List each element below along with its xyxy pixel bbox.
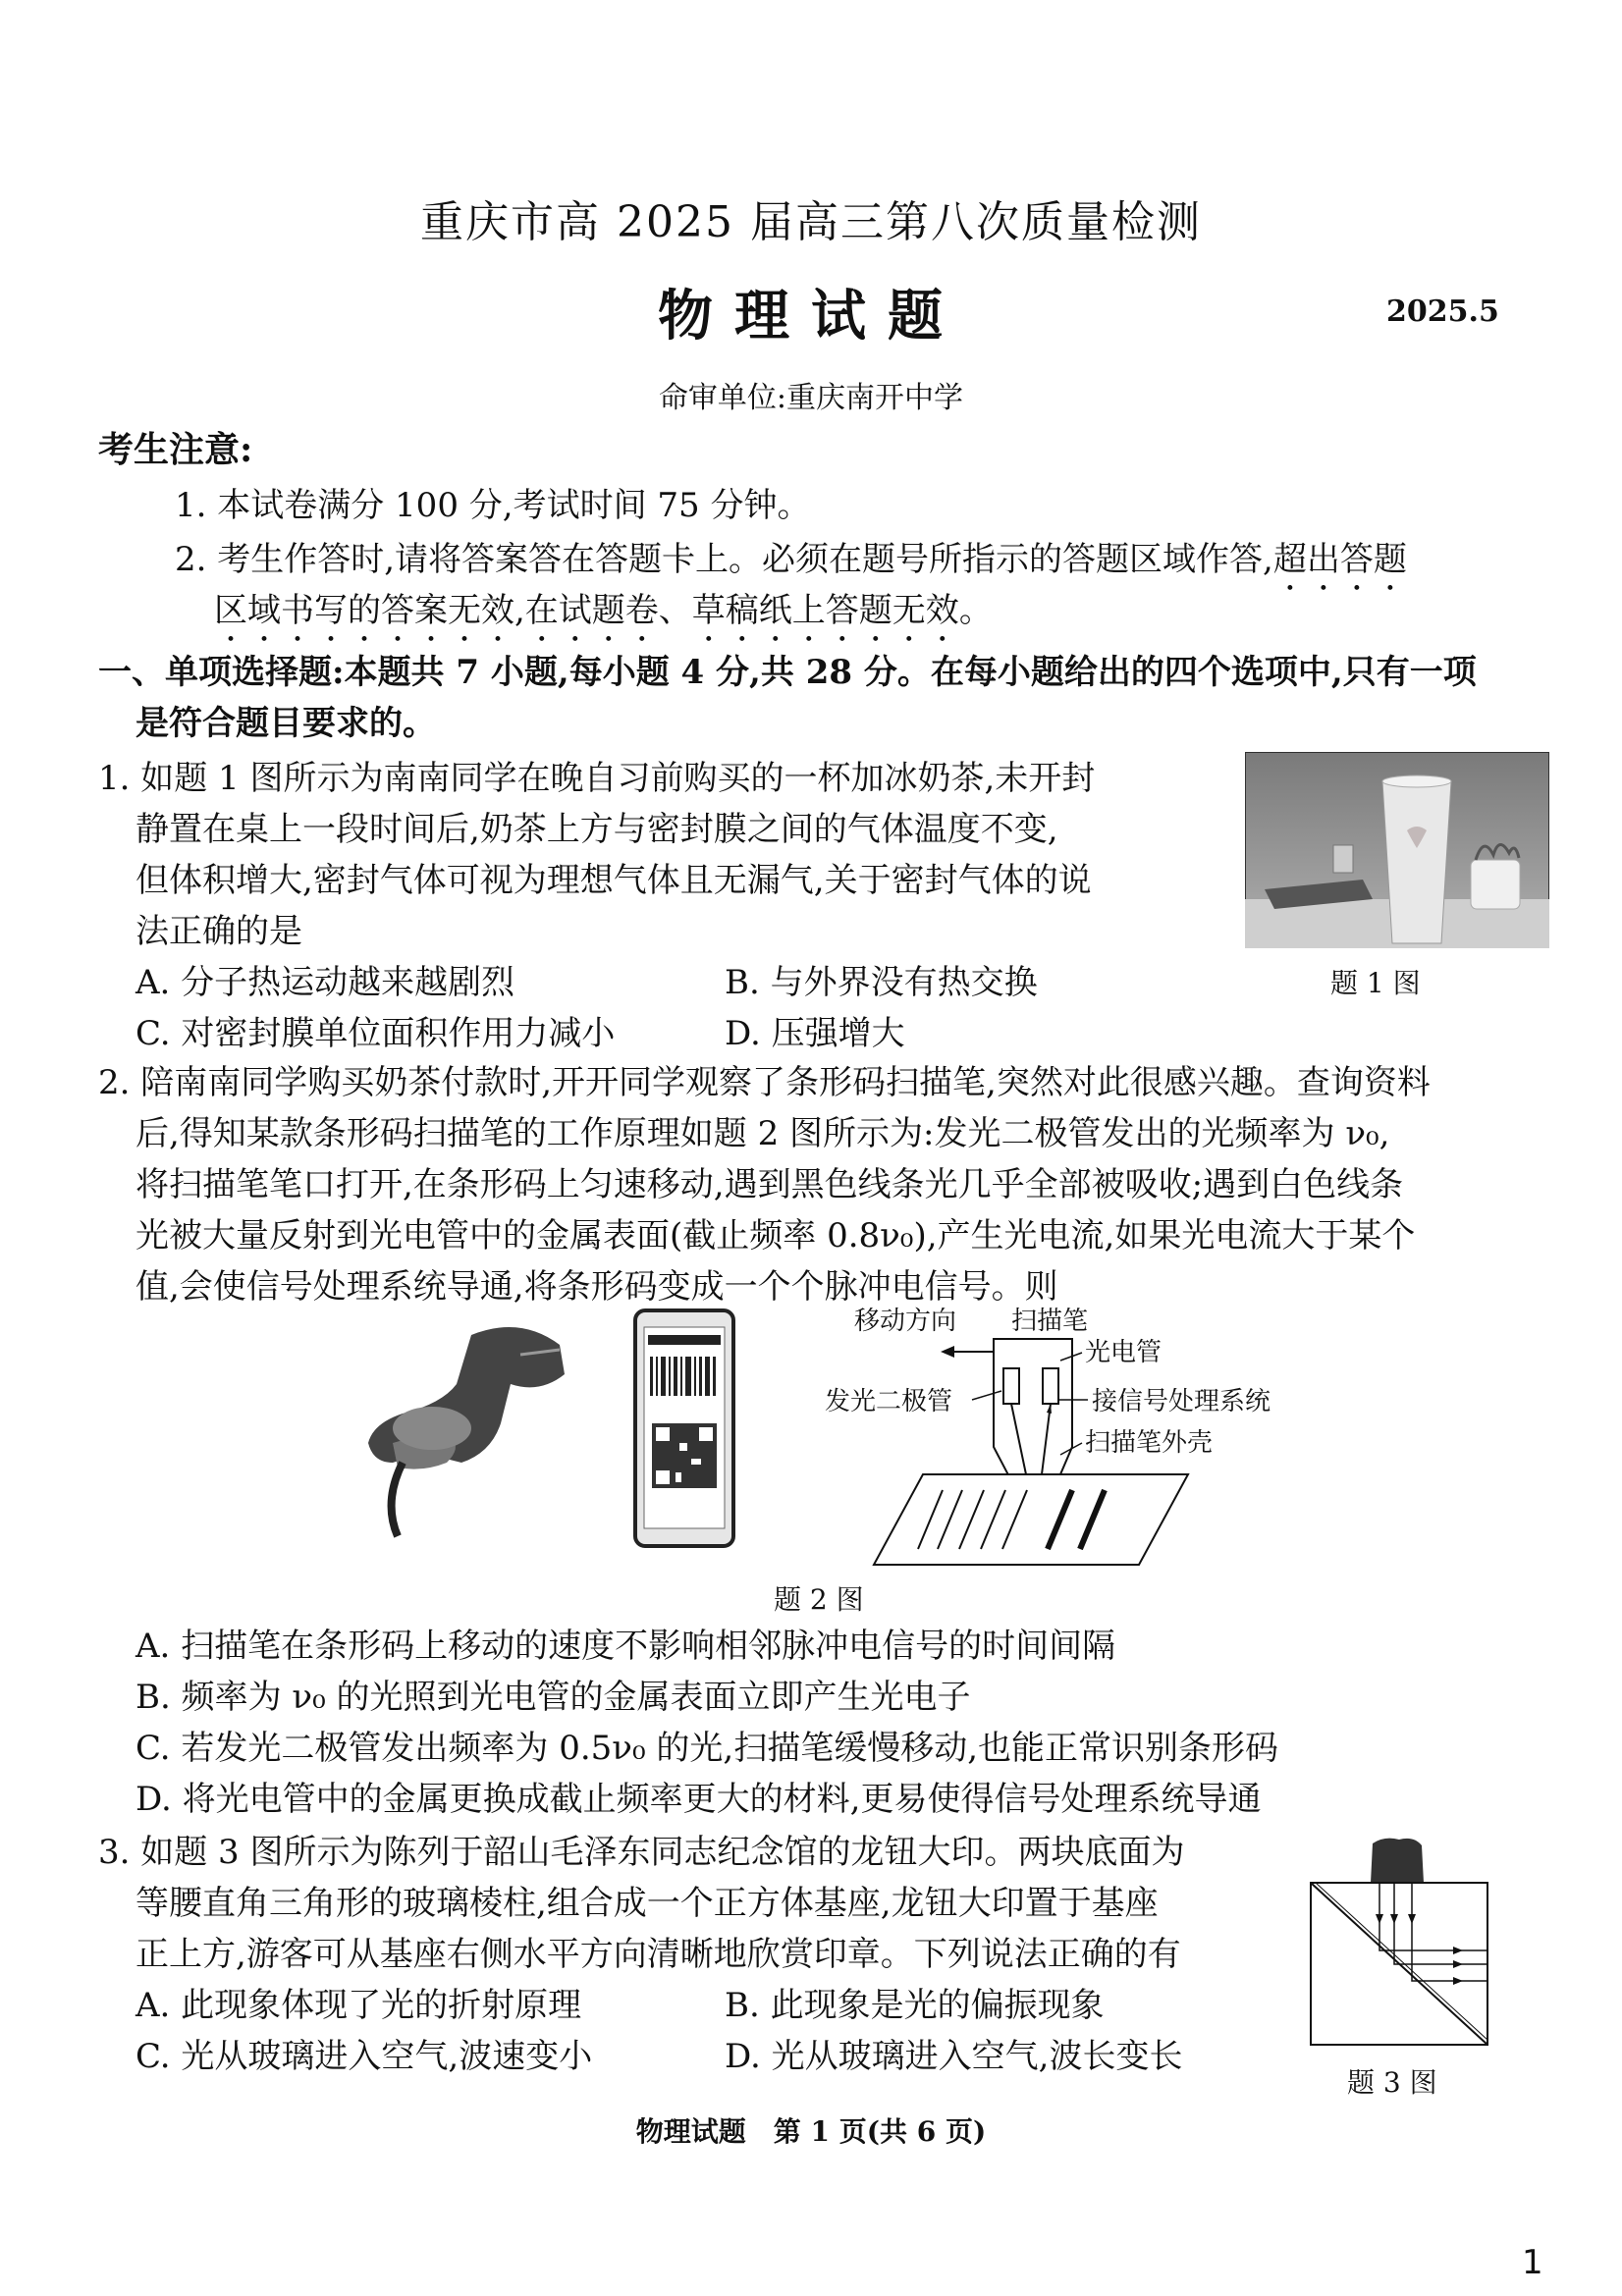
q1-stem-line4: 法正确的是 [135, 912, 302, 951]
label-phototube: 光电管 [1085, 1338, 1162, 1367]
notice-item-2-end: 。 [958, 591, 993, 630]
q1-stem-line2: 静置在桌上一段时间后,奶茶上方与密封膜之间的气体温度不变, [135, 810, 1058, 849]
led-component [1003, 1368, 1019, 1404]
label-move-direction: 移动方向 [854, 1307, 957, 1336]
notice-item-2-line2 [214, 586, 993, 650]
q3-option-b: B. 此现象是光的偏振现象 [725, 1986, 1105, 2025]
page-number: 1 [1522, 2243, 1543, 2282]
q2-stem-line4: 光被大量反射到光电管中的金属表面(截止频率 0.8ν₀),产生光电流,如果光电流大于某个 [135, 1216, 1416, 1255]
q2-stem-line3: 将扫描笔笔口打开,在条形码上匀速移动,遇到黑色线条光几乎全部被吸收;遇到白色线条 [135, 1165, 1404, 1204]
notice-item-2-emphasis: 超出答题 [1272, 540, 1407, 579]
subject-title: 物理试题 [658, 284, 964, 348]
q1-option-b: B. 与外界没有热交换 [725, 963, 1038, 1002]
label-scan-pen: 扫描笔 [1011, 1307, 1089, 1336]
q3-option-a: A. 此现象体现了光的折射原理 [135, 1986, 582, 2025]
q1-photo-milk-tea [1245, 752, 1549, 948]
exam-title: 重庆市高 2025 届高三第八次质量检测 [420, 197, 1202, 247]
notice-item-2-emphasis-2: 区域书写的答案无效,在试题卷、草稿纸上答题无效 [214, 591, 959, 630]
q1-figure-caption: 题 1 图 [1330, 967, 1421, 999]
notice-heading: 考生注意: [98, 429, 253, 470]
q3-option-c: C. 光从玻璃进入空气,波速变小 [135, 2037, 593, 2076]
q1-stem-line3: 但体积增大,密封气体可视为理想气体且无漏气,关于密封气体的说 [135, 861, 1092, 900]
q3-stem-line2: 等腰直角三角形的玻璃棱柱,组合成一个正方体基座,龙钮大印置于基座 [135, 1884, 1159, 1923]
notice-item-1: 1. 本试卷满分 100 分,考试时间 75 分钟。 [175, 486, 811, 525]
leader-led [972, 1391, 1001, 1400]
q2-stem-line1: 2. 陪南南同学购买奶茶付款时,开开同学观察了条形码扫描笔,突然对此很感兴趣。查询资料 [98, 1063, 1431, 1102]
q2-phone-barcode-image [630, 1306, 738, 1551]
q3-stem-line3: 正上方,游客可从基座右侧水平方向清晰地欣赏印章。下列说法正确的有 [135, 1935, 1181, 1974]
arrow-head [941, 1346, 954, 1358]
phototube-component [1043, 1368, 1058, 1404]
dragon-seal [1371, 1839, 1424, 1883]
q1-stem-line1: 1. 如题 1 图所示为南南同学在晚自习前购买的一杯加冰奶茶,未开封 [98, 759, 1096, 798]
q2-stem-line2: 后,得知某款条形码扫描笔的工作原理如题 2 图所示为:发光二极管发出的光频率为 ν₀, [135, 1114, 1390, 1153]
q3-option-d: D. 光从玻璃进入空气,波长变长 [725, 2037, 1183, 2076]
q3-figure-caption: 题 3 图 [1347, 2066, 1437, 2099]
q2-option-d: D. 将光电管中的金属更换成截止频率更大的材料,更易使得信号处理系统导通 [135, 1780, 1262, 1819]
q1-option-a: A. 分子热运动越来越剧烈 [135, 963, 515, 1002]
q2-option-a: A. 扫描笔在条形码上移动的速度不影响相邻脉冲电信号的时间间隔 [135, 1627, 1116, 1666]
section1-line2: 是符合题目要求的。 [135, 704, 436, 743]
notice-item-2-text: 2. 考生作答时,请将答案答在答题卡上。必须在题号所指示的答题区域作答, [175, 540, 1273, 579]
q2-option-c: C. 若发光二极管发出频率为 0.5ν₀ 的光,扫描笔缓慢移动,也能正常识别条形码 [135, 1729, 1279, 1768]
q2-figure-caption: 题 2 图 [774, 1583, 864, 1616]
label-signal-system: 接信号处理系统 [1092, 1387, 1271, 1416]
q3-stem-line1: 3. 如题 3 图所示为陈列于韶山毛泽东同志纪念馆的龙钮大印。两块底面为 [98, 1833, 1185, 1872]
q1-option-d: D. 压强增大 [725, 1014, 905, 1053]
q2-scanner-gun-image [363, 1315, 579, 1541]
barcode-surface [874, 1474, 1188, 1565]
q2-scanner-schematic [825, 1298, 1335, 1573]
exam-date: 2025.5 [1386, 294, 1499, 329]
section1-line1: 一、单项选择题:本题共 7 小题,每小题 4 分,共 28 分。在每小题给出的四个选项中,只有一项 [98, 653, 1477, 692]
authoring-unit: 命审单位:重庆南开中学 [658, 381, 964, 415]
label-led: 发光二极管 [825, 1387, 953, 1416]
q2-stem-line5: 值,会使信号处理系统导通,将条形码变成一个个脉冲电信号。则 [135, 1267, 1058, 1307]
label-pen-shell: 扫描笔外壳 [1085, 1428, 1214, 1458]
q1-option-c: C. 对密封膜单位面积作用力减小 [135, 1014, 616, 1053]
q2-option-b: B. 频率为 ν₀ 的光照到光电管的金属表面立即产生光电子 [135, 1678, 971, 1717]
q3-prism-diagram [1306, 1836, 1492, 2052]
page-footer: 物理试题 第 1 页(共 6 页) [635, 2115, 987, 2148]
